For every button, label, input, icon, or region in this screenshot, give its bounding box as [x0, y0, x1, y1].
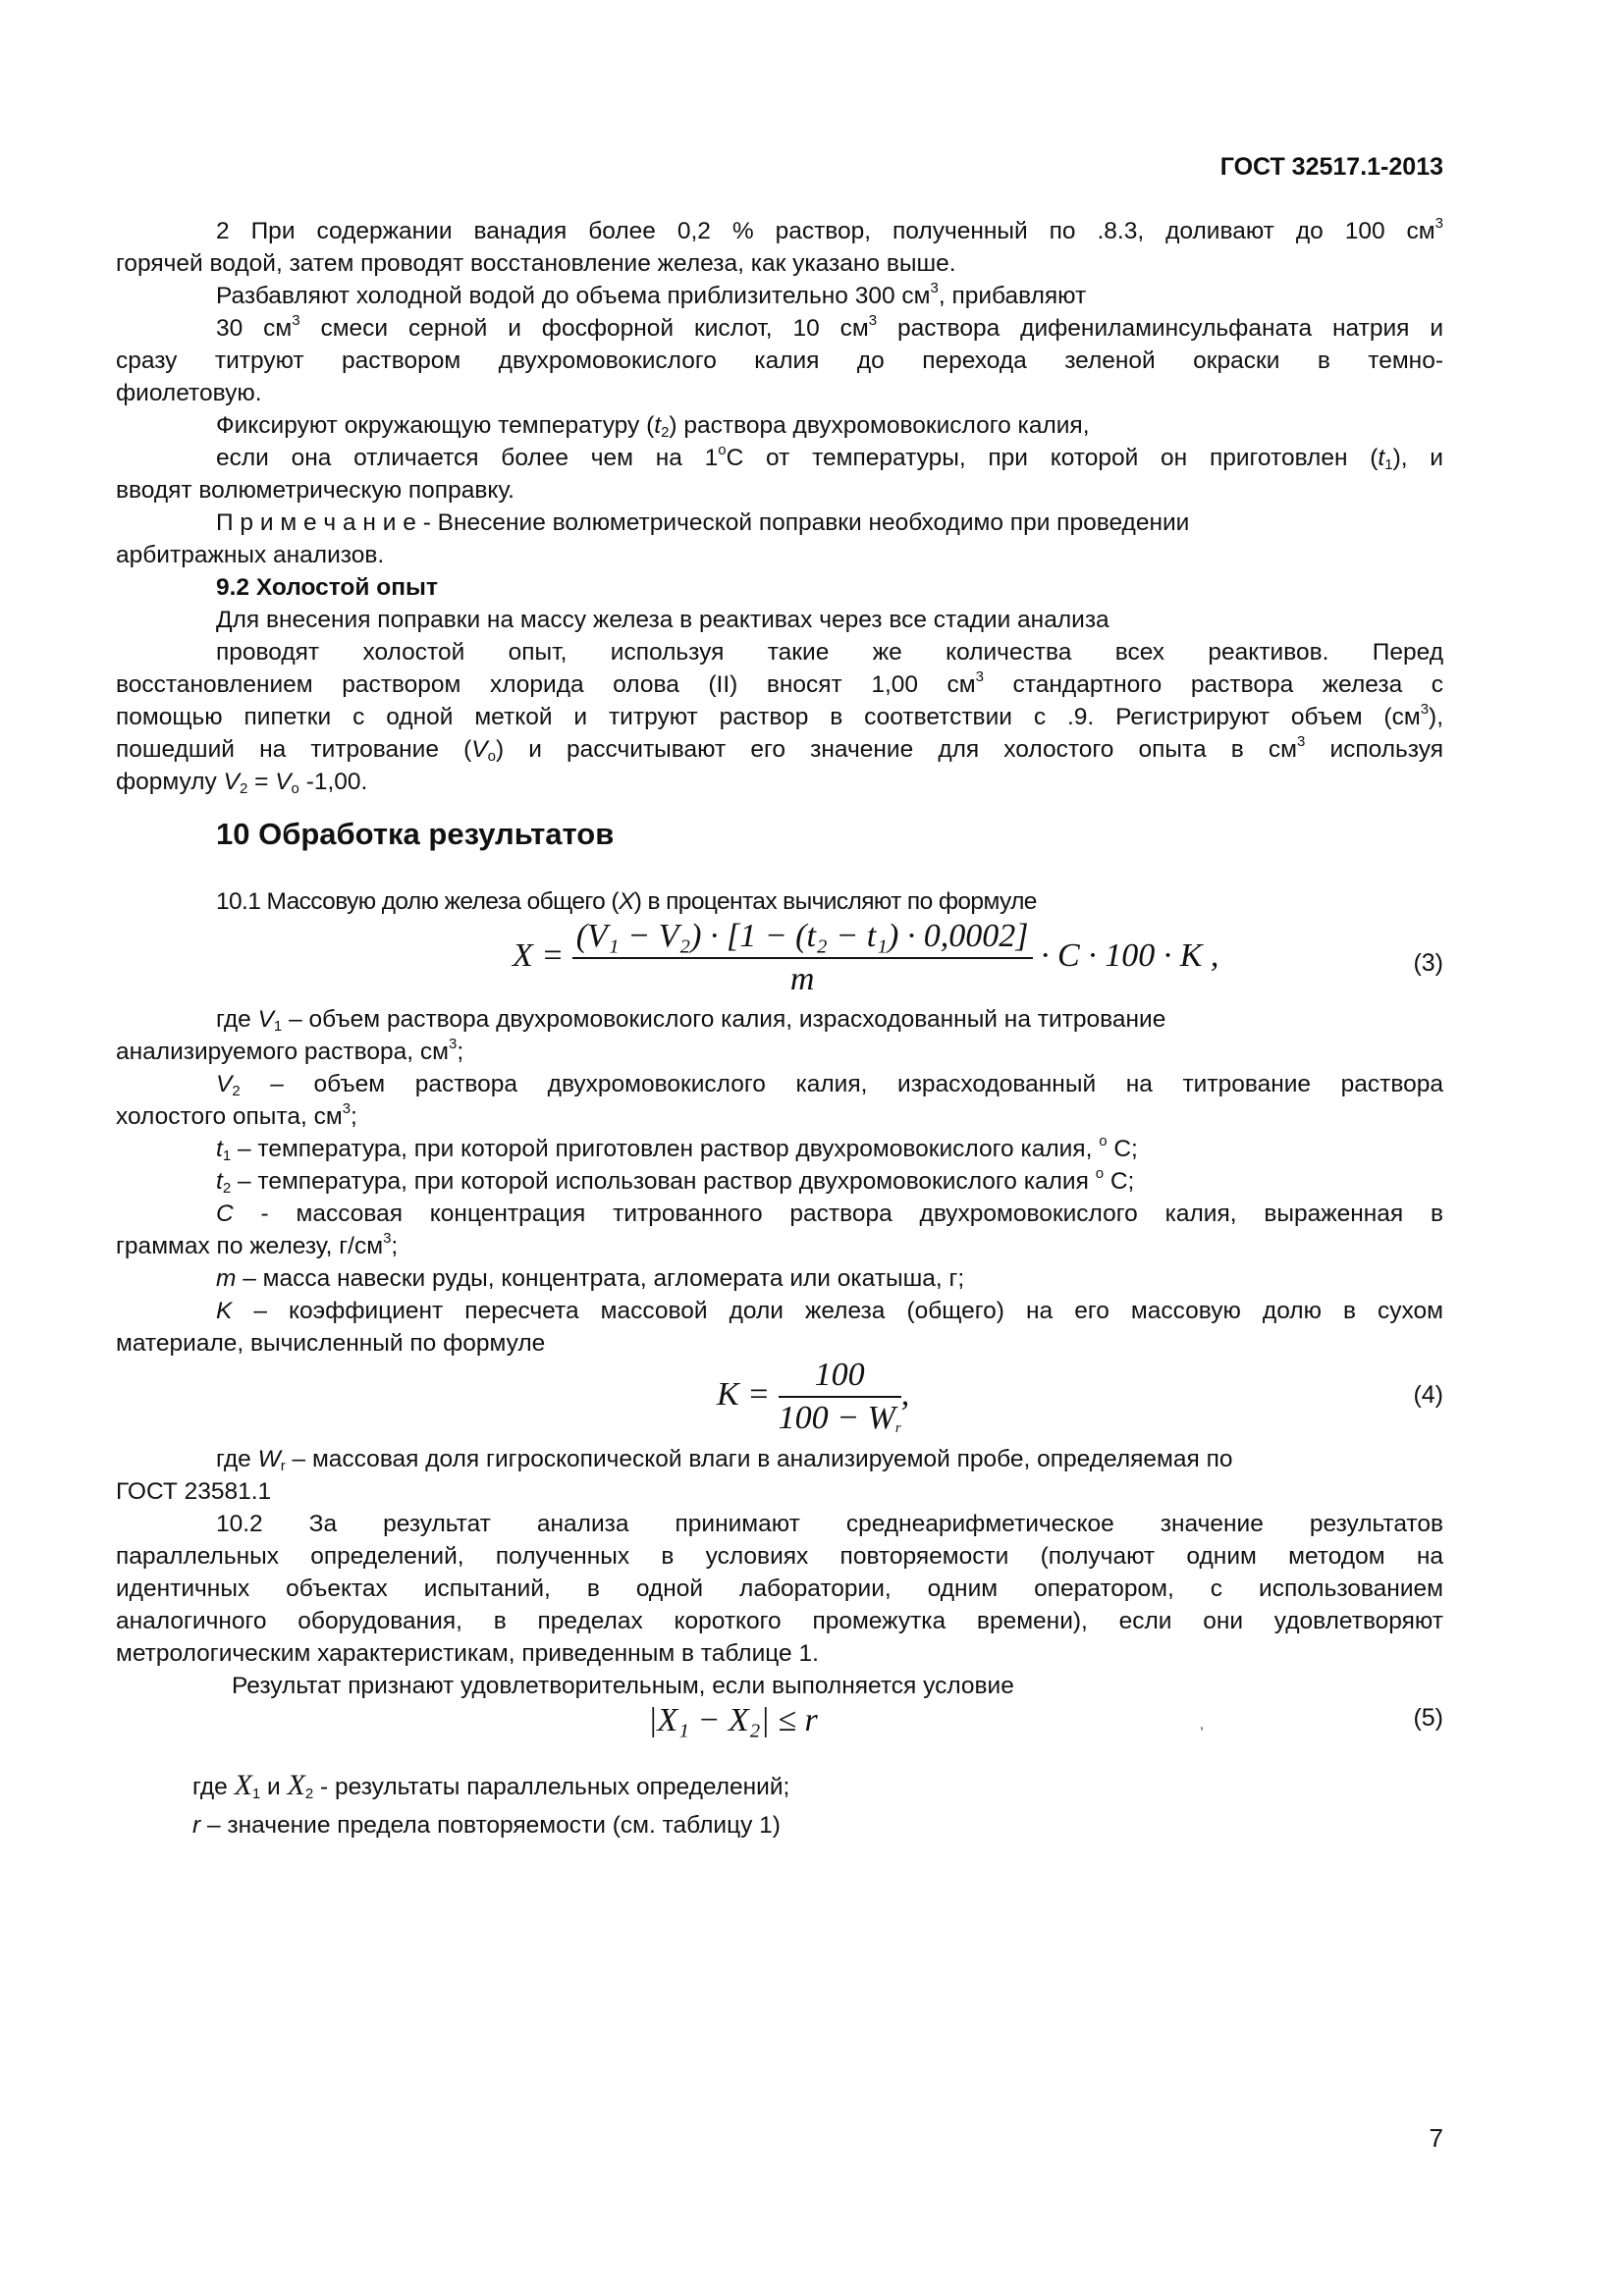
formula-4-label: (4): [1413, 1381, 1443, 1409]
m-def: m – масса навески руды, концентрата, агломерата или окатыша, г;: [216, 1265, 965, 1292]
formula-4-denominator: $100 - W_r$: [778, 1400, 901, 1436]
formula-3: [513, 918, 1218, 998]
p10-1-intro: 10.1 Массовую долю железа общего (X) в процентах вычисляют по формуле: [216, 888, 1037, 915]
blank-test-line3: восстановлением раствором хлорида олова (II) вносят 1,00 $см^3$ стандартного раствора железа с: [116, 668, 1443, 698]
fix-temp-line2: если она отличается более чем на 1$^o$С от температуры, при которой он приготовлен $(t_1)$, и: [216, 442, 1443, 473]
note2-line1: 2 При содержании ванадия более 0,2 % раствор, полученный по .8.3, доливают до 100 $см^3$: [216, 215, 1443, 244]
v1-def-line1: где $V_1$ – объем раствора двухромовокислого калия, израсходованный на титрование: [216, 1006, 1166, 1035]
v2-def-line1: $V_2$ – объем раствора двухромовокислого калия, израсходованный на титрование раствора: [216, 1071, 1443, 1099]
c-def-line2: граммах по железу, $г/см^3$;: [116, 1230, 399, 1259]
remark-line1: П р и м е ч а н и е - Внесение волюметрической поправки необходимо при проведении: [216, 509, 1190, 536]
formula-4-numerator: 100: [779, 1357, 901, 1398]
formula-3-fraction: [572, 918, 1033, 998]
p10-2-line5: метрологическим характеристикам, приведенным в таблице 1.: [116, 1640, 819, 1667]
acceptance-condition: Результат признают удовлетворительным, если выполняется условие: [232, 1673, 1014, 1699]
remark-line2: арбитражных анализов.: [116, 542, 385, 568]
fix-temp-line1: Фиксируют окружающую температуру $(t_2)$ раствора двухромовокислого калия,: [216, 412, 1090, 441]
section-10-heading: 10 Обработка результатов: [216, 817, 615, 851]
add-acids-line2: сразу титруют раствором двухромовокислого калия до перехода зеленой окраски в темно-: [116, 347, 1443, 374]
formula-4: K = $\frac{100}{100 - W_r}$ ,: [717, 1357, 910, 1436]
note2-line2: горячей водой, затем проводят восстановление железа, как указано выше.: [116, 250, 956, 277]
formula-5: |X₁ − X₂| ≤ r: [648, 1702, 818, 1738]
page-number: 7: [1429, 2123, 1443, 2153]
blank-test-line4: помощью пипетки с одной меткой и титруют раствор в соответствии с .9. Регистрируют объем $(см^3)$,: [116, 701, 1443, 730]
fix-temp-line3: вводят волюметрическую поправку.: [116, 477, 514, 504]
formula-4-lhs: K =: [717, 1375, 771, 1413]
formula-3-numerator: (V₁ − V₂) · [1 − (t₂ − t₁) · 0,0002]: [572, 918, 1033, 959]
formula-3-denominator: m: [789, 961, 815, 997]
blank-test-line5: пошедший на титрование $(V_o)$ и рассчитывают его значение для холостого опыта в $см^3$ используя: [116, 733, 1444, 765]
p10-2-line1: 10.2 За результат анализа принимают среднеарифметическое значение результатов: [216, 1511, 1443, 1537]
formula-4-fraction: [779, 1357, 901, 1437]
blank-test-line1: Для внесения поправки на массу железа в реактивах через все стадии анализа: [216, 607, 1109, 633]
add-acids-line1: 30 $см^3$ смеси серной и фосфорной кислот, 10 $см^3$ раствора дифениламинсульфаната натрия и: [216, 312, 1443, 342]
t1-def: $t_1$ – температура, при которой приготовлен раствор двухромовокислого калия, $^o$ С;: [216, 1133, 1138, 1164]
add-acids-line3: фиолетовую.: [116, 380, 262, 406]
p10-2-line2: параллельных определений, полученных в условиях повторяемости (получают одним методом на: [116, 1543, 1443, 1570]
dilute-line: Разбавляют холодной водой до объема приблизительно 300 $см^3$, прибавляют: [216, 280, 1087, 309]
document-number: ГОСТ 32517.1-2013: [1219, 153, 1443, 181]
x-def: где $X_1$ и $X_2$ - результаты параллельных определений;: [192, 1769, 790, 1802]
blank-test-heading: 9.2 Холостой опыт: [216, 574, 438, 601]
p10-2-line4: аналогичного оборудования, в пределах короткого промежутка времени), если они удовлетворяют: [116, 1608, 1443, 1634]
r-def: r – значение предела повторяемости (см. таблицу 1): [192, 1812, 781, 1839]
p10-2-line3: идентичных объектах испытаний, в одной лаборатории, одним оператором, с использованием: [116, 1575, 1443, 1602]
blank-test-line6: формулу $V_2 = V_o$ -1,00.: [116, 769, 368, 797]
formula-5-label: (5): [1413, 1704, 1443, 1732]
v1-def-line2: анализируемого раствора, $см^3$;: [116, 1036, 464, 1065]
k-def-line1: K – коэффициент пересчета массовой доли железа (общего) на его массовую долю в сухом: [216, 1298, 1443, 1324]
k-def-line2: материале, вычисленный по формуле: [116, 1330, 546, 1357]
blank-test-line2: проводят холостой опыт, используя такие же количества всех реактивов. Перед: [216, 639, 1443, 666]
wr-def-line1: где $W_r$ – массовая доля гигроскопической влаги в анализируемой пробе, определяемая по: [216, 1446, 1233, 1474]
formula-3-rhs: · C · 100 · K ,: [1041, 936, 1219, 974]
t2-def: $t_2$ – температура, при которой использован раствор двухромовокислого калия $^o$ С;: [216, 1165, 1135, 1197]
formula-3-lhs: X =: [513, 936, 565, 974]
formula-3-label: (3): [1413, 949, 1443, 977]
v2-def-line2: холостого опыта, $см^3$;: [116, 1100, 357, 1130]
c-def-line1: С - массовая концентрация титрованного раствора двухромовокислого калия, выраженная в: [216, 1201, 1443, 1227]
wr-def-line2: ГОСТ 23581.1: [116, 1478, 272, 1505]
formula-5-stray-mark: ,: [1200, 1716, 1204, 1732]
